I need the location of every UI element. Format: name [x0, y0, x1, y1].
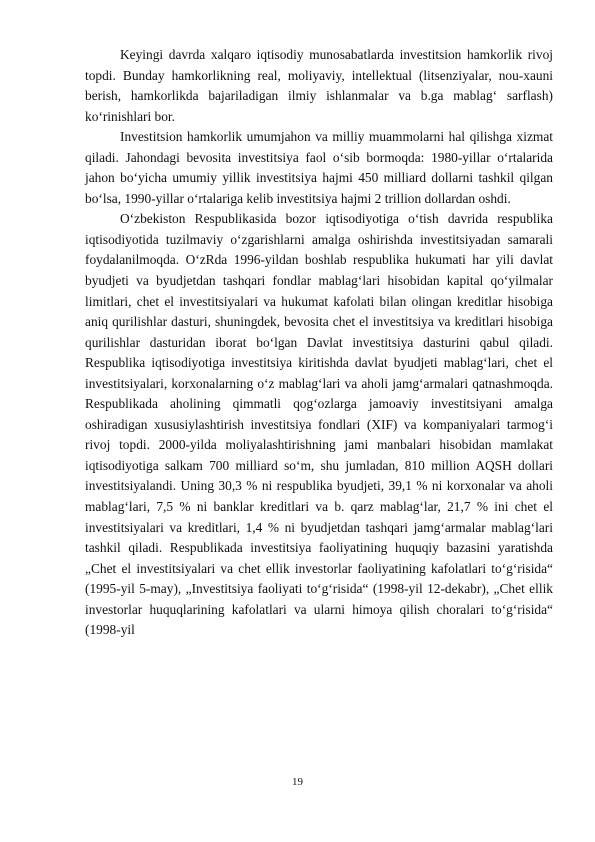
- document-body: [85, 45, 553, 641]
- paragraph-uzbekistan-investment: O‘zbekiston Respublikasida bozor iqtisodiyotiga o‘tish davrida respublika iqtisodiyotida tuzilmaviy o‘zgarishlarni amalga oshirishda investitsiyadan samarali foydalanilmoqda. O‘zRda 1996-yildan boshlab respublika hukumati har yili davlat byudjeti va byudjetdan tashqari fondlar mablag‘lari hisobidan kapital qo‘yilmalar limitlari, chet el investitsiyalari va hukumat kafolati bilan olingan kreditlar hisobiga aniq qurilishlar dasturi, shuningdek, bevosita chet el investitsiya va kreditlari hisobiga qurilishlar dasturidan iborat bo‘lgan Davlat investitsiya dasturini qabul qiladi. Respublika iqtisodiyotiga investitsiya kiritishda davlat byudjeti mablag‘lari, chet el investitsiyalari, korxonalarning o‘z mablag‘lari va aholi jamg‘armalari qatnashmoqda. Respublikada aholining qimmatli qog‘ozlarga jamoaviy investitsiyani amalga oshiradigan xususiylashtirish investitsiya fondlari (XIF) va kompaniyalari tarmog‘i rivoj topdi. 2000-yilda moliyalashtirishning jami manbalari hisobidan mamlakat iqtisodiyotiga salkam 700 milliard so‘m, shu jumladan, 810 million AQSH dollari investitsiyalandi. Uning 30,3 % ni respublika byudjeti, 39,1 % ni korxonalar va aholi mablag‘lari, 7,5 % ni banklar kreditlari va b. qarz mablag‘lar, 21,7 % ini chet el investitsiyalari va kreditlari, 1,4 % ni byudjetdan tashqari jamg‘armalar mablag‘lari tashkil qiladi. Respublikada investitsiya faoliyatining huquqiy bazasini yaratishda „Chet el investitsiyalari va chet ellik investorlar faoliyatining kafolatlari to‘g‘risida“ (1995-yil 5-may), „Investitsiya faoliyati to‘g‘risida“ (1998-yil 12-dekabr), „Chet ellik investorlar huquqlarining kafolatlari va ularni himoya qilish choralari to‘g‘risida“ (1998-yil: [85, 211, 553, 638]
- paragraph-global-investment: Investitsion hamkorlik umumjahon va milliy muammolarni hal qilishga xizmat qiladi. Jahondagi bevosita investitsiya faol o‘sib bormoqda: 1980-yillar o‘rtalarida jahon bo‘yicha umumiy yillik investitsiya hajmi 450 milliard dollarni tashkil qilgan bo‘lsa, 1990-yillar o‘rtalariga kelib investitsiya hajmi 2 trillion dollardan oshdi.: [85, 129, 553, 206]
- page-number: 19: [292, 776, 303, 788]
- paragraph-investment-cooperation: Keyingi davrda xalqaro iqtisodiy munosabatlarda investitsion hamkorlik rivoj topdi. Bunday hamkorlikning real, moliyaviy, intellektual (litsenziyalar, nou-xauni berish, hamkorlikda bajariladigan ilmiy ishlanmalar va b.ga mablag‘ sarflash) ko‘rinishlari bor.: [85, 47, 553, 124]
